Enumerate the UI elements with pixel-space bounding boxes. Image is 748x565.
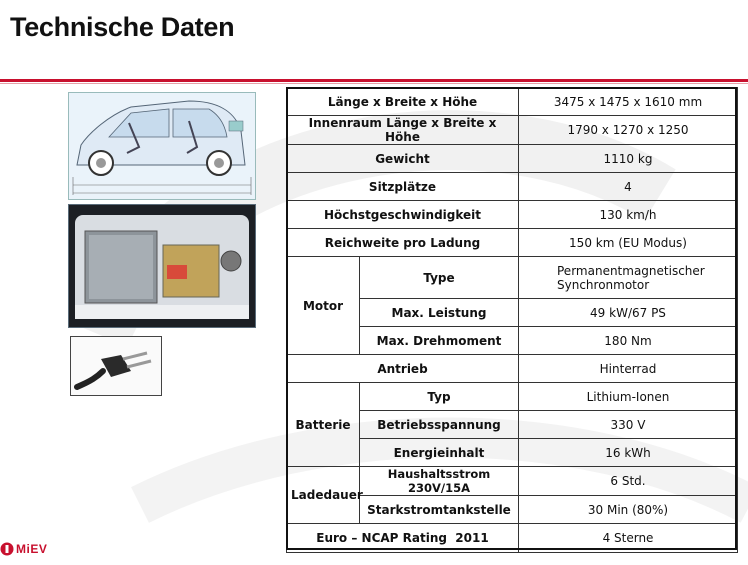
- table-row: [287, 173, 738, 201]
- car-blueprint-image: [68, 92, 256, 200]
- table-row: [287, 524, 738, 553]
- spec-label: Euro – NCAP Rating 2011: [287, 524, 519, 553]
- table-row: [287, 145, 738, 173]
- spec-label: Max. Drehmoment: [360, 327, 519, 355]
- spec-value: 49 kW/67 PS: [519, 299, 738, 327]
- title-divider-shadow: [0, 83, 748, 84]
- spec-label: Haushaltsstrom 230V/15A: [360, 467, 519, 496]
- table-row: [287, 467, 738, 496]
- spec-value: 4 Sterne: [519, 524, 738, 553]
- spec-value: Hinterrad: [519, 355, 738, 383]
- spec-value: 150 km (EU Modus): [519, 229, 738, 257]
- table-row: [287, 355, 738, 383]
- spec-label: Länge x Breite x Höhe: [287, 88, 519, 116]
- brand-logo: [0, 541, 47, 557]
- spec-value: 1110 kg: [519, 145, 738, 173]
- power-plug-image: [70, 336, 162, 396]
- spec-value: 30 Min (80%): [519, 496, 738, 524]
- spec-label: Type: [360, 257, 519, 299]
- page-title: Technische Daten: [10, 12, 235, 42]
- spec-value: 330 V: [519, 411, 738, 439]
- spec-value: Lithium-Ionen: [519, 383, 738, 411]
- spec-label: Sitzplätze: [287, 173, 519, 201]
- spec-table: [286, 87, 738, 553]
- spec-label: Typ: [360, 383, 519, 411]
- spec-value: Permanentmagnetischer Synchronmotor: [519, 257, 738, 299]
- spec-label: Energieinhalt: [360, 439, 519, 467]
- table-row: [287, 116, 738, 145]
- spec-label: Antrieb: [287, 355, 519, 383]
- table-row: [287, 88, 738, 116]
- spec-value: 3475 x 1475 x 1610 mm: [519, 88, 738, 116]
- table-row: [287, 257, 738, 299]
- table-row: [287, 229, 738, 257]
- group-label-ladedauer: Ladedauer: [287, 467, 360, 524]
- battery-pack-image: [68, 204, 256, 328]
- spec-label: Innenraum Länge x Breite x Höhe: [287, 116, 519, 145]
- brand-mark-icon: [0, 542, 14, 556]
- group-label-motor: Motor: [287, 257, 360, 355]
- spec-label: Gewicht: [287, 145, 519, 173]
- table-row: [287, 201, 738, 229]
- spec-label: Reichweite pro Ladung: [287, 229, 519, 257]
- spec-value: 4: [519, 173, 738, 201]
- spec-value: 180 Nm: [519, 327, 738, 355]
- spec-label: Max. Leistung: [360, 299, 519, 327]
- spec-label: Betriebsspannung: [360, 411, 519, 439]
- brand-logo-text: MiEV: [16, 542, 48, 556]
- table-row: [287, 383, 738, 411]
- spec-value: 130 km/h: [519, 201, 738, 229]
- title-divider: [0, 79, 748, 82]
- spec-value: 16 kWh: [519, 439, 738, 467]
- spec-value: 6 Std.: [519, 467, 738, 496]
- spec-label: Starkstromtankstelle: [360, 496, 519, 524]
- spec-label: Höchstgeschwindigkeit: [287, 201, 519, 229]
- group-label-batterie: Batterie: [287, 383, 360, 467]
- spec-value: 1790 x 1270 x 1250: [519, 116, 738, 145]
